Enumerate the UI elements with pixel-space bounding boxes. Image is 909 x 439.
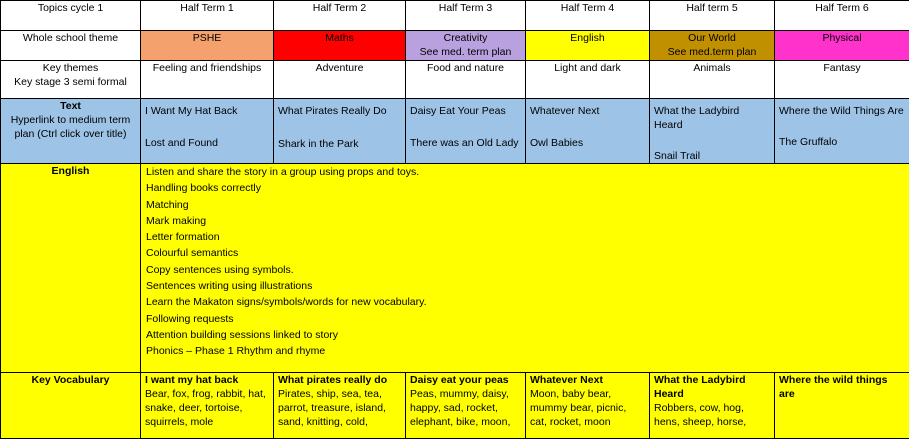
text-link[interactable]: Snail Trail xyxy=(654,149,770,163)
text-cell-2 xyxy=(274,99,406,164)
vocab-words: Bear, fox, frog, rabbit, hat, snake, deer, tortoise, squirrels, mole xyxy=(145,387,269,429)
vocab-cell-6 xyxy=(775,373,909,439)
english-item: Letter formation xyxy=(145,229,905,245)
text-sublabel: Hyperlink to medium term plan (Ctrl click over title) xyxy=(5,113,136,141)
theme-label: Whole school theme xyxy=(1,31,141,61)
key-theme-2: Adventure xyxy=(274,61,406,99)
theme-row xyxy=(1,31,909,61)
theme-our-world[interactable] xyxy=(650,31,775,61)
theme-sub: See med.term plan xyxy=(654,45,770,59)
english-item: Learn the Makaton signs/symbols/words for new vocabulary. xyxy=(145,294,905,310)
english-item: Copy sentences using symbols. xyxy=(145,262,905,278)
theme-creativity[interactable] xyxy=(406,31,526,61)
key-theme-3: Food and nature xyxy=(406,61,526,99)
key-theme-1: Feeling and friendships xyxy=(141,61,274,99)
vocab-cell-1 xyxy=(141,373,274,439)
theme-name: PSHE xyxy=(145,31,269,45)
term-header-1: Half Term 1 xyxy=(141,1,274,31)
english-item: Phonics – Phase 1 Rhythm and rhyme xyxy=(145,343,905,359)
english-item: Following requests xyxy=(145,311,905,327)
theme-sub: See med. term plan xyxy=(410,45,521,59)
key-theme-4: Light and dark xyxy=(526,61,650,99)
text-link[interactable]: Daisy Eat Your Peas xyxy=(410,104,521,120)
key-theme-5: Animals xyxy=(650,61,775,99)
theme-english[interactable] xyxy=(526,31,650,61)
vocab-title: What the Ladybird Heard xyxy=(654,373,770,401)
key-themes-label: Key themes xyxy=(5,61,136,75)
vocab-title: Daisy eat your peas xyxy=(410,373,521,387)
theme-physical[interactable] xyxy=(775,31,909,61)
vocab-words: Pirates, ship, sea, tea, parrot, treasure, island, sand, knitting, cold, xyxy=(278,387,401,429)
english-item: Attention building sessions linked to story xyxy=(145,327,905,343)
text-link[interactable]: What the Ladybird Heard xyxy=(654,104,770,132)
theme-maths[interactable] xyxy=(274,31,406,61)
vocab-label: Key Vocabulary xyxy=(1,373,141,439)
text-link[interactable]: There was an Old Lady xyxy=(410,136,521,150)
vocab-title: What pirates really do xyxy=(278,373,401,387)
theme-name: Maths xyxy=(278,31,401,45)
vocab-cell-5 xyxy=(650,373,775,439)
text-link[interactable]: I Want My Hat Back xyxy=(145,104,269,120)
english-row xyxy=(1,164,909,373)
english-item: Handling books correctly xyxy=(145,180,905,196)
key-themes-row xyxy=(1,61,909,99)
theme-name: English xyxy=(530,31,645,45)
vocab-title: I want my hat back xyxy=(145,373,269,387)
key-themes-label-cell xyxy=(1,61,141,99)
text-link[interactable]: Where the Wild Things Are xyxy=(779,104,905,118)
term-header-6: Half Term 6 xyxy=(775,1,909,31)
english-item: Colourful semantics xyxy=(145,245,905,261)
text-cell-6 xyxy=(775,99,909,164)
theme-name: Our World xyxy=(654,31,770,45)
english-item: Listen and share the story in a group using props and toys. xyxy=(145,164,905,180)
vocab-row xyxy=(1,373,909,439)
text-link[interactable]: Owl Babies xyxy=(530,136,645,150)
theme-pshe[interactable] xyxy=(141,31,274,61)
key-theme-6: Fantasy xyxy=(775,61,909,99)
text-link[interactable]: The Gruffalo xyxy=(779,135,905,149)
vocab-title: Where the wild things are xyxy=(779,373,905,401)
term-header-4: Half Term 4 xyxy=(526,1,650,31)
vocab-cell-2 xyxy=(274,373,406,439)
theme-name: Physical xyxy=(779,31,905,45)
text-link[interactable]: Lost and Found xyxy=(145,136,269,150)
term-header-3: Half Term 3 xyxy=(406,1,526,31)
text-row xyxy=(1,99,909,164)
vocab-words: Peas, mummy, daisy, happy, sad, rocket, elephant, bike, moon, xyxy=(410,387,521,429)
term-header-2: Half Term 2 xyxy=(274,1,406,31)
text-link[interactable]: What Pirates Really Do xyxy=(278,104,401,120)
header-row xyxy=(1,1,909,31)
text-cell-5 xyxy=(650,99,775,164)
english-item: Sentences writing using illustrations xyxy=(145,278,905,294)
vocab-cell-4 xyxy=(526,373,650,439)
vocab-words: Robbers, cow, hog, hens, sheep, horse, xyxy=(654,401,770,429)
key-themes-sublabel: Key stage 3 semi formal xyxy=(5,75,136,89)
theme-name: Creativity xyxy=(410,31,521,45)
text-label-cell xyxy=(1,99,141,164)
text-link[interactable]: Whatever Next xyxy=(530,104,645,120)
vocab-cell-3 xyxy=(406,373,526,439)
english-content xyxy=(141,164,909,373)
term-header-5: Half term 5 xyxy=(650,1,775,31)
text-cell-3 xyxy=(406,99,526,164)
text-link[interactable]: Shark in the Park xyxy=(278,137,401,151)
vocab-words: Moon, baby bear, mummy bear, picnic, cat, rocket, moon xyxy=(530,387,645,429)
vocab-title: Whatever Next xyxy=(530,373,645,387)
text-cell-4 xyxy=(526,99,650,164)
topics-header: Topics cycle 1 xyxy=(1,1,141,31)
text-cell-1 xyxy=(141,99,274,164)
english-item: Mark making xyxy=(145,213,905,229)
english-item: Matching xyxy=(145,197,905,213)
english-label: English xyxy=(1,164,141,373)
text-label: Text xyxy=(5,99,136,113)
